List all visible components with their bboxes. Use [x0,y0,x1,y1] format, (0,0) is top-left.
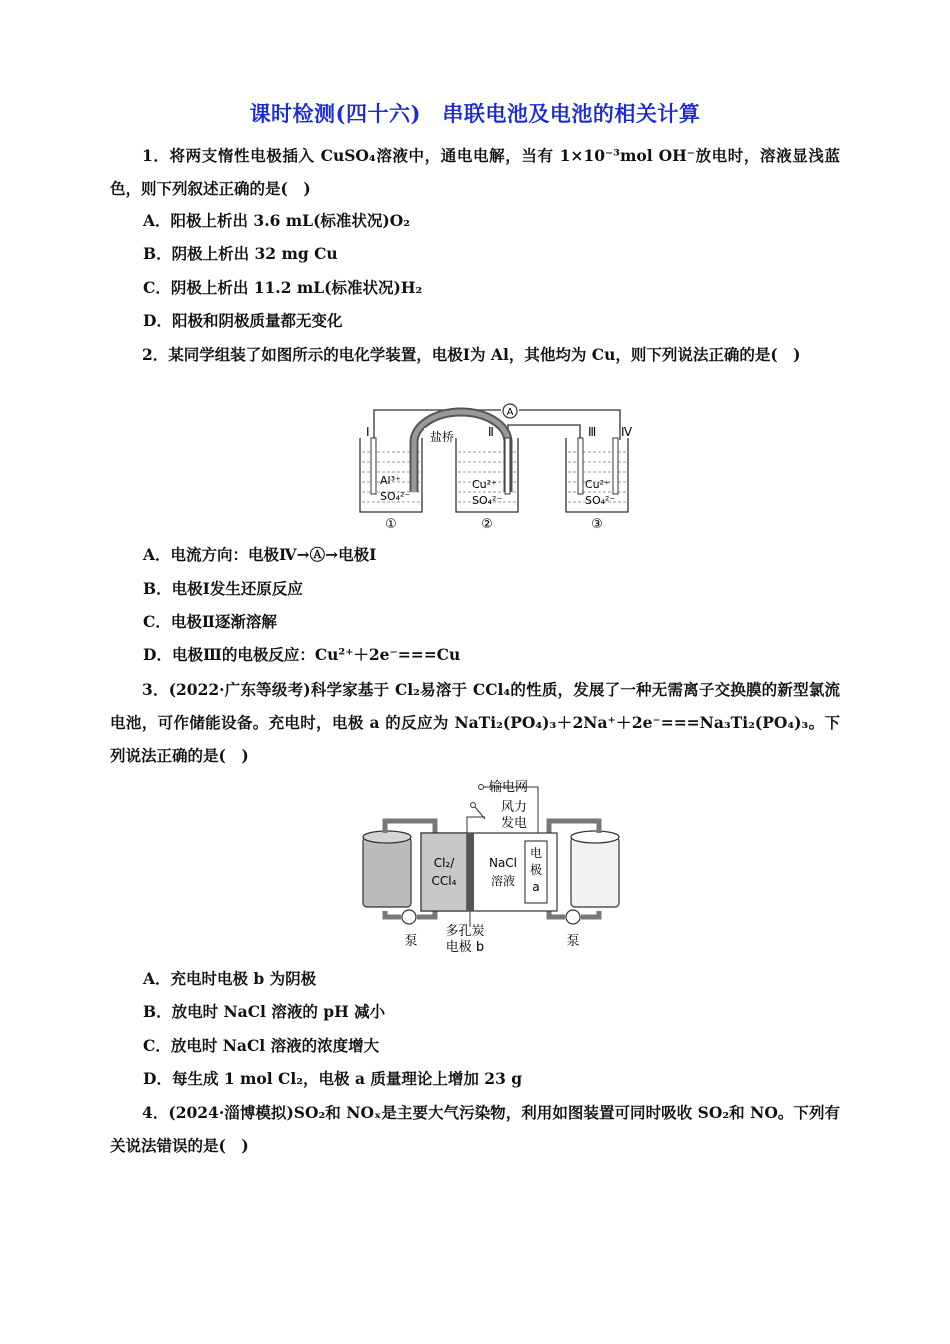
right-pump-icon [566,910,580,924]
left-chamber-label-2: CCl₄ [431,874,457,888]
q2-circuit-figure [340,400,640,540]
porous-electrode-label-1: 多孔炭 [445,924,485,939]
ammeter-label: A [506,407,514,418]
right-pump-label: 泵 [566,934,580,949]
beaker2-ion-1: Cu²⁺ [472,478,497,491]
q1-option-c: C．阴极上析出 11.2 mL(标准状况)H₂ [143,278,423,297]
q3-flow-battery-figure [355,775,635,955]
right-tank [571,837,619,907]
left-chamber-label-1: Cl₂/ [433,856,455,870]
beaker1-ion-1: Al³⁺ [380,474,401,487]
q1-option-d: D．阳极和阴极质量都无变化 [143,311,343,330]
beaker-1-label: ① [385,517,397,532]
q3-option-a: A．充电时电极 b 为阴极 [143,969,317,988]
wind-label-1: 风力 [501,800,528,815]
beaker-3-label: ③ [591,517,603,532]
question-2-stem: 2．某同学组装了如图所示的电化学装置，电极Ⅰ为 Al，其他均为 Cu，则下列说法正确的是( ) [142,345,801,364]
beaker3-ion-1: Cu²⁺ [585,478,610,491]
q2-option-c: C．电极Ⅱ逐渐溶解 [143,612,277,631]
q2-option-a: A．电流方向：电极Ⅳ→Ⓐ→电极Ⅰ [143,545,377,564]
left-pump-icon [402,910,416,924]
beaker1-ion-2: SO₄²⁻ [380,490,411,503]
mid-chamber-label-1: NaCl [488,856,518,870]
question-3-stem: 3．(2022·广东等级考)科学家基于 Cl₂易溶于 CCl₄的性质，发展了一种无需离子交换膜的新型氯流电池，可作储能设备。充电时，电极 a 的反应为 NaTi₂(PO₄)₃＋2Na⁺＋2e⁻===Na₃Ti₂(PO₄)₃。下列说法正确的是( ) [110,680,840,765]
electrode-3-label: Ⅲ [588,425,597,439]
q3-option-b: B．放电时 NaCl 溶液的 pH 减小 [143,1002,386,1021]
beaker3-ion-2: SO₄²⁻ [585,494,616,507]
electrode-a-label-2: 极 [529,863,543,877]
question-4-stem: 4．(2024·淄博模拟)SO₂和 NOₓ是主要大气污染物，利用如图装置可同时吸收 SO₂和 NO。下列有关说法错误的是( ) [110,1103,840,1155]
beaker2-ion-2: SO₄²⁻ [472,494,503,507]
left-tank [363,837,411,907]
mid-chamber-label-2: 溶液 [490,874,516,888]
q3-option-c: C．放电时 NaCl 溶液的浓度增大 [143,1036,380,1055]
left-pump-label: 泵 [404,934,418,949]
electrode-a-label-1: 电 [529,846,543,860]
electrode-2-label: Ⅱ [488,425,494,439]
electrode-1-label: Ⅰ [366,425,370,439]
q1-option-a: A．阳极上析出 3.6 mL(标准状况)O₂ [143,211,411,230]
salt-bridge-label: 盐桥 [429,430,455,444]
q1-option-b: B．阴极上析出 32 mg Cu [143,244,338,263]
q2-option-d: D．电极Ⅲ的电极反应：Cu²⁺＋2e⁻===Cu [143,645,461,664]
electrode-a-label-3: a [532,880,540,894]
q3-option-d: D．每生成 1 mol Cl₂，电极 a 质量理论上增加 23 g [143,1069,523,1088]
grid-label: 输电网 [489,780,529,795]
wind-label-2: 发电 [501,816,528,831]
electrode-4-label: Ⅳ [621,425,633,439]
porous-electrode-label-2: 电极 b [445,940,485,955]
question-1-stem: 1．将两支惰性电极插入 CuSO₄溶液中，通电电解，当有 1×10⁻³mol OH⁻放电时，溶液显浅蓝色，则下列叙述正确的是( ) [110,146,840,198]
beaker-2-label: ② [481,517,493,532]
page-title: 课时检测(四十六) 串联电池及电池的相关计算 [249,101,701,126]
q2-option-b: B．电极Ⅰ发生还原反应 [143,579,303,598]
